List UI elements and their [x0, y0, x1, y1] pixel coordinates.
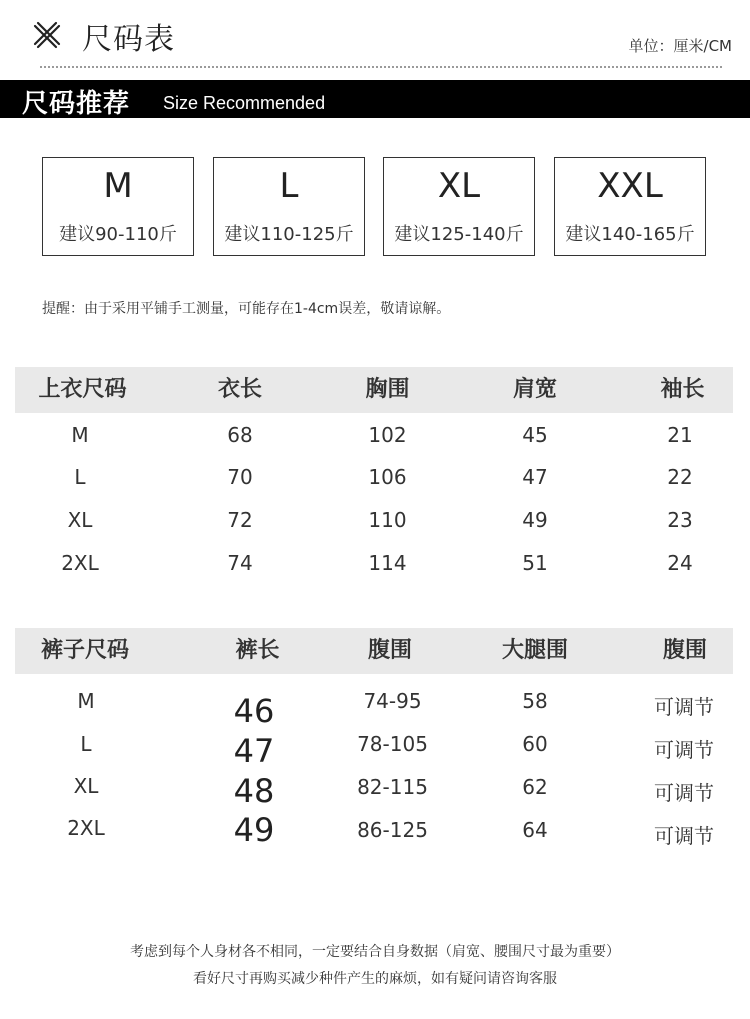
table-cell: M: [77, 689, 95, 713]
size-weight: 建议90-110斤: [59, 224, 177, 245]
unit-label: 单位：厘米/CM: [628, 37, 732, 55]
size-weight: 建议110-125斤: [224, 224, 354, 245]
table-cell: 46: [233, 692, 275, 730]
table-cell: 可调节: [654, 781, 714, 805]
table-cell: 78-105: [357, 732, 428, 756]
table-cell: 70: [227, 465, 253, 489]
page-title: 尺码表: [82, 22, 175, 57]
size-letter: XXL: [597, 166, 663, 206]
header-cell: 腹围: [662, 638, 707, 663]
table-cell: 22: [667, 465, 693, 489]
table-cell: 82-115: [357, 775, 428, 799]
size-box-l: [213, 157, 365, 256]
table-cell: 48: [233, 772, 275, 810]
table-cell: 24: [667, 551, 693, 575]
table-cell: L: [80, 732, 92, 756]
table-cell: XL: [73, 774, 99, 798]
footer-note-2: 看好尺寸再购买减少种件产生的麻烦，如有疑问请咨询客服: [193, 971, 557, 987]
table-cell: 74: [227, 551, 253, 575]
size-letter: M: [103, 166, 133, 206]
table-cell: 23: [667, 508, 693, 532]
pants-table-header: [15, 628, 733, 674]
table-cell: 60: [522, 732, 548, 756]
measurement-note: 提醒：由于采用平铺手工测量，可能存在1-4cm误差，敬请谅解。: [42, 301, 451, 317]
table-cell: 47: [233, 732, 275, 770]
table-cell: 可调节: [654, 695, 714, 719]
table-cell: M: [71, 423, 89, 447]
size-box-m: [42, 157, 194, 256]
table-cell: 47: [522, 465, 548, 489]
header-cell: 大腿围: [501, 638, 568, 663]
table-cell: L: [74, 465, 86, 489]
table-cell: 68: [227, 423, 253, 447]
table-cell: 2XL: [67, 816, 105, 840]
table-cell: 74-95: [363, 689, 422, 713]
table-cell: 114: [368, 551, 407, 575]
size-weight: 建议125-140斤: [394, 224, 524, 245]
header-cell: 上衣尺码: [38, 377, 127, 402]
banner-title-en: Size Recommended: [163, 93, 326, 113]
table-cell: 72: [227, 508, 253, 532]
table-cell: 64: [522, 818, 548, 842]
table-cell: 可调节: [654, 824, 714, 848]
header-cell: 裤长: [235, 638, 280, 663]
banner-title-cn: 尺码推荐: [22, 89, 131, 119]
table-cell: 49: [522, 508, 548, 532]
close-icon[interactable]: [30, 18, 64, 52]
size-letter: L: [279, 166, 299, 206]
size-weight: 建议140-165斤: [565, 224, 695, 245]
header-cell: 胸围: [365, 377, 410, 402]
header-cell: 腹围: [367, 638, 412, 663]
top-table-header: [15, 367, 733, 413]
table-cell: 21: [667, 423, 693, 447]
table-cell: 可调节: [654, 738, 714, 762]
size-box-xxl: [554, 157, 706, 256]
footer-note-1: 考虑到每个人身材各不相同，一定要结合自身数据（肩宽、腰围尺寸最为重要）: [130, 944, 620, 960]
table-cell: 58: [522, 689, 548, 713]
table-cell: 86-125: [357, 818, 428, 842]
header-cell: 肩宽: [512, 377, 557, 402]
table-cell: 45: [522, 423, 548, 447]
table-cell: 62: [522, 775, 548, 799]
header-cell: 袖长: [660, 377, 705, 402]
size-box-xl: [383, 157, 535, 256]
table-cell: 2XL: [61, 551, 99, 575]
table-cell: 102: [368, 423, 407, 447]
table-cell: 51: [522, 551, 548, 575]
size-letter: XL: [437, 166, 481, 206]
table-cell: 110: [368, 508, 407, 532]
table-cell: XL: [67, 508, 93, 532]
table-cell: 49: [233, 811, 275, 849]
header-cell: 裤子尺码: [40, 638, 129, 663]
dotted-divider: [40, 66, 722, 68]
table-cell: 106: [368, 465, 407, 489]
header-cell: 衣长: [217, 377, 262, 402]
